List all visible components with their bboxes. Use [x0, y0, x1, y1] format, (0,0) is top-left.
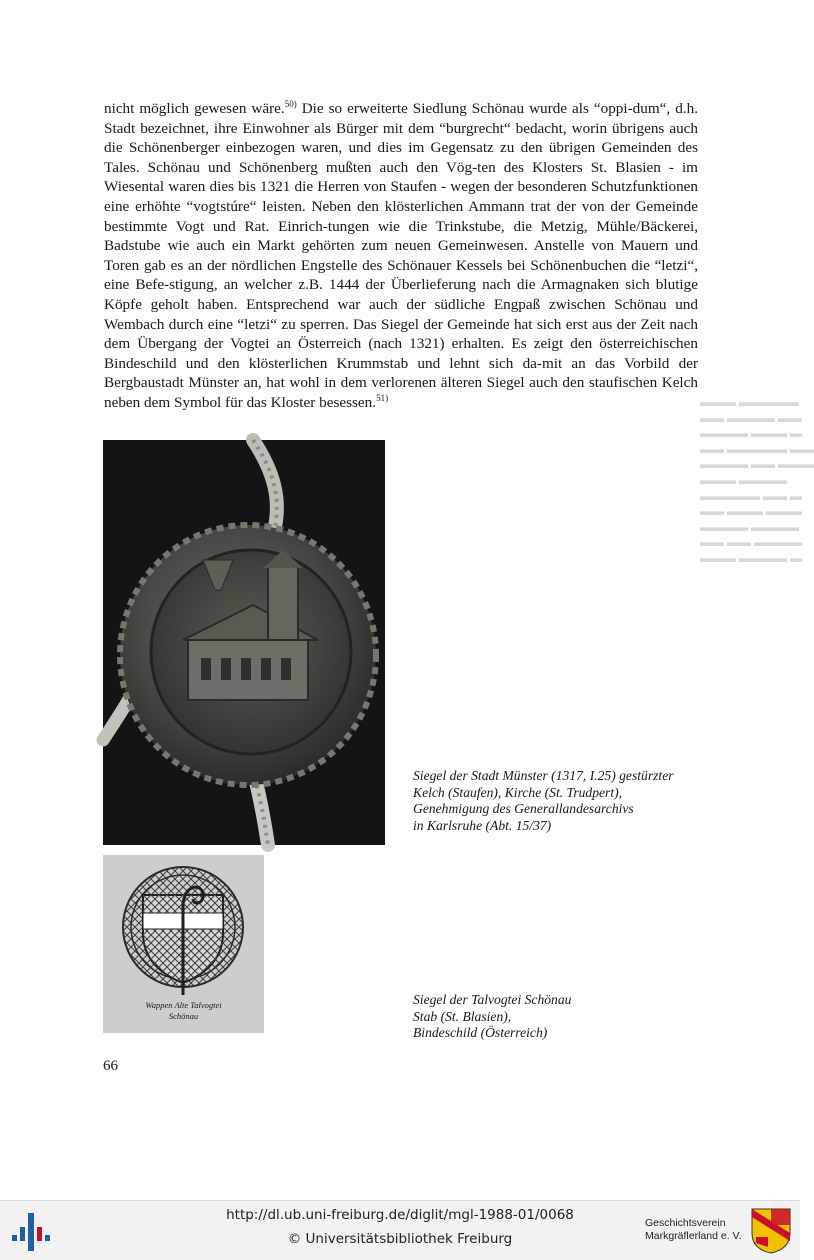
caption-line: Stab (St. Blasien),: [413, 1008, 512, 1024]
copyright-notice: © Universitätsbibliothek Freiburg: [287, 1231, 513, 1247]
caption-line: Bindeschild (Österreich): [413, 1025, 548, 1041]
body-text-main: Die so erweiterte Siedlung Schönau wurde als “oppi-dum“, d.h. Stadt bezeichnet, ihre Einwohner als Bürger mit dem “burgrecht“ bedacht, worin übrigens auch die Schönenberger einbezogen waren, und dies im Gegensatz zu den übrigen Gemeinden des Tales. Schönau und Schönenberg mußten auch den Vög-ten des Klosters St. Blasien - im Wiesental waren dies bis 1321 die Herren von Staufen - wegen der besonderen Schutzfunktionen eine erhöhte “vogtstúre“ leisten. Neben den klösterlichen Ammann trat der von der Gemeinde bestimmte Vogt und Rat. Einrich-tungen wie die Trinkstube, die Metzig, Mühle/Bäckerei, Badstube wie auch ein Markt gehörten zum neuen Gemeinwesen. Anstelle von Mauern und Toren gab es an der nördlichen Engstelle des Schönauer Kessels bei Schönenbuchen die “letzi“, eine Befe-stigung, an welcher z.B. 1444 der Überlieferung nach die Armagnaken sich blutige Köpfe geholt haben. Entsprechend war auch der südliche Engpaß zwischen Schönau und Wembach durch eine “letzi“ zu sperren. Das Siegel der Gemeinde hat sich erst aus der Zeit nach dem Übergang der Vogtei an Österreich (nach 1321) erhalten. Es zeigt den österreichischen Bindeschild und den klösterlichen Krummstab und lehnt sich da-mit an das Vorbild der Bergbaustadt Münster an, hat wohl in dem verlorenen älteren Siegel auch den staufischen Kelch neben dem Symbol für das Kloster besessen.: [104, 100, 698, 411]
caption-seal-muenster: [413, 768, 713, 834]
caption-line: Kelch (Staufen), Kirche (St. Trudpert),: [413, 784, 623, 800]
permalink-url[interactable]: http://dl.ub.uni-freiburg.de/diglit/mgl-1988-01/0068: [226, 1207, 574, 1223]
seal-muenster-photo: [103, 440, 385, 845]
caption-line: Siegel der Talvogtei Schönau: [413, 992, 572, 1007]
body-text: [104, 99, 698, 413]
body-text-start: nicht möglich gewesen wäre.: [104, 100, 285, 117]
viewer-footer: [0, 1200, 800, 1260]
page-number: 66: [103, 1058, 118, 1074]
coat-of-arms-label: [103, 1000, 264, 1022]
footnote-ref-50[interactable]: 50): [284, 98, 297, 109]
caption-line: Genehmigung des Generallandesarchivs: [413, 801, 634, 817]
seal-muenster-image: [103, 440, 385, 845]
coat-of-arms-label-line1: Wappen Alte Talvogtei: [145, 1000, 222, 1010]
bleed-through-text: ▬▬▬ ▬▬▬▬▬ ▬▬ ▬▬▬▬ ▬▬ ▬▬▬▬ ▬▬▬ ▬ ▬▬ ▬▬▬▬▬ ▬▬ ▬▬▬▬ ▬▬ ▬▬▬ ▬▬▬ ▬▬▬▬ ▬▬▬▬▬ ▬▬ ▬ ▬▬ ▬▬▬ ▬▬▬ ▬▬▬▬ ▬▬▬▬ ▬▬ ▬▬ ▬▬▬▬ ▬▬▬ ▬▬▬▬ ▬: [700, 395, 814, 565]
footnote-ref-51[interactable]: 51): [376, 392, 389, 403]
society-name[interactable]: [645, 1217, 742, 1243]
society-name-line2: Markgräflerland e. V.: [645, 1230, 742, 1242]
society-name-line1: Geschichtsverein: [645, 1217, 726, 1229]
caption-line: Siegel der Stadt Münster (1317, I.25) gestürzter: [413, 768, 674, 783]
caption-line: in Karlsruhe (Abt. 15/37): [413, 817, 552, 833]
society-crest-icon[interactable]: [750, 1207, 792, 1255]
coat-of-arms-label-line2: Schönau: [168, 1011, 199, 1021]
caption-seal-talvogtei: [413, 992, 713, 1042]
